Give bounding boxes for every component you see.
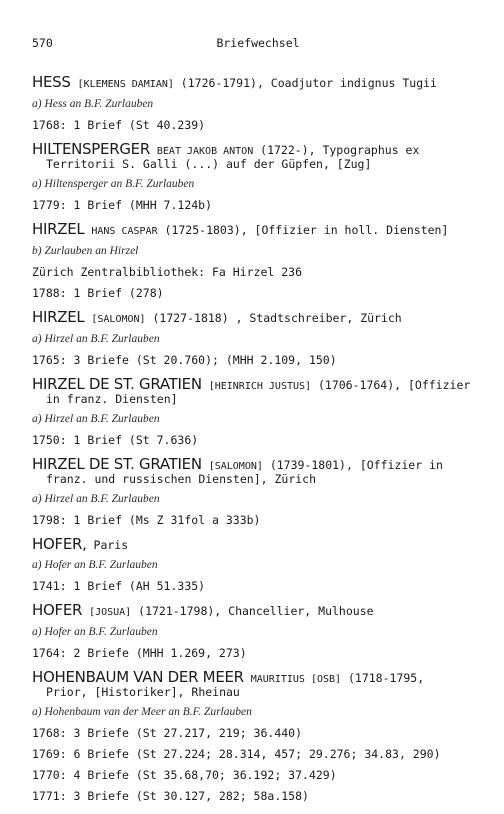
letter-record: 1798: 1 Brief (Ms Z 31fol a 333b) [32,513,261,527]
entry-heading [32,455,472,486]
letter-record: 1771: 3 Briefe (St 30.127, 282; 58a.158) [32,789,309,803]
letter-record: 1768: 1 Brief (St 40.239) [32,118,206,132]
correspondent-forename: [KLEMENS DAMIAN] [77,79,174,90]
correspondent-surname: HIRZEL [32,308,85,326]
letter-direction: a) Hirzel an B.F. Zurlauben [32,493,160,505]
correspondent-entry [32,375,472,447]
correspondent-surname: HOHENBAUM VAN DER MEER [32,668,244,686]
entry-heading [32,601,472,619]
correspondent-details: (1722-), Typographus ex Territorii S. Galli (...) auf der Güpfen, [Zug] [46,143,420,171]
running-title: Briefwechsel [216,36,300,50]
correspondent-forename: MAURITIUS [OSB] [250,674,342,685]
correspondent-entry [32,601,472,660]
entry-heading [32,220,472,238]
correspondent-forename: HANS CASPAR [91,226,158,237]
correspondent-entry [32,220,472,300]
correspondent-surname: HIRZEL DE ST. GRATIEN [32,455,202,473]
entry-heading [32,668,472,699]
entry-heading [32,140,472,171]
entry-heading [32,308,472,326]
correspondent-surname: HIRZEL [32,220,85,238]
letter-direction: a) Hirzel an B.F. Zurlauben [32,413,160,425]
letter-record: 1779: 1 Brief (MHH 7.124b) [32,198,213,212]
entry-heading [32,73,472,91]
page-header [32,36,484,52]
letter-record: 1768: 3 Briefe (St 27.217, 219; 36.440) [32,726,303,740]
letter-direction: a) Hess an B.F. Zurlauben [32,98,154,110]
correspondent-entry [32,535,472,593]
letter-record: 1750: 1 Brief (St 7.636) [32,433,199,447]
letter-direction: a) Hofer an B.F. Zurlauben [32,559,158,571]
correspondent-forename: [SALOMON] [208,461,263,472]
correspondent-entry [32,455,472,527]
letter-direction: a) Hohenbaum van der Meer an B.F. Zurlauben [32,706,252,718]
correspondent-entry [32,308,472,367]
entry-heading [32,375,472,406]
entry-heading [32,535,472,553]
correspondent-entry [32,140,472,212]
correspondent-surname: HESS [32,73,71,91]
correspondence-list [32,73,472,814]
page-number: 570 [32,36,53,50]
correspondent-surname: HOFER, [32,535,87,553]
correspondent-details: (1727-1818) , Stadtschreiber, Zürich [145,311,402,325]
letter-record: 1764: 2 Briefe (MHH 1.269, 273) [32,646,247,660]
correspondent-details: (1726-1791), Coadjutor indignus Tugii [173,76,437,90]
letter-record: 1765: 3 Briefe (St 20.760); (MHH 2.109, 150) [32,353,337,367]
correspondent-details: (1718-1795, Prior, [Historiker], Rheinau [46,671,425,699]
correspondent-surname: HILTENSPERGER [32,140,150,158]
letter-direction: a) Hiltensperger an B.F. Zurlauben [32,178,195,190]
correspondent-forename: BEAT JAKOB ANTON [156,146,254,157]
correspondent-surname: HOFER [32,601,83,619]
letter-record: 1770: 4 Briefe (St 35.68,70; 36.192; 37.429) [32,768,337,782]
letter-record: 1741: 1 Brief (AH 51.335) [32,579,206,593]
correspondent-forename: [HEINRICH JUSTUS] [208,381,312,392]
correspondent-details: (1721-1798), Chancellier, Mulhouse [131,604,374,618]
letter-direction: a) Hofer an B.F. Zurlauben [32,626,158,638]
correspondent-details: Paris [86,538,129,552]
correspondent-details: (1706-1764), [Offizier in franz. Diensten] [46,378,471,406]
letter-record: 1788: 1 Brief (278) [32,286,164,300]
letter-record: 1769: 6 Briefe (St 27.224; 28.314, 457; 29.276; 34.83, 290) [32,747,441,761]
correspondent-details: (1739-1801), [Offizier in franz. und russischen Diensten], Zürich [46,458,443,486]
correspondent-entry [32,73,472,132]
letter-record: Zürich Zentralbibliothek: Fa Hirzel 236 [32,265,303,279]
correspondent-forename: [JOSUA] [89,607,132,618]
letter-direction: a) Hirzel an B.F. Zurlauben [32,333,160,345]
correspondent-details: (1725-1803), [Offizier in holl. Diensten] [157,223,449,237]
correspondent-forename: [SALOMON] [91,314,146,325]
letter-direction: b) Zurlauben an Hirzel [32,245,139,257]
correspondent-surname: HIRZEL DE ST. GRATIEN [32,375,202,393]
correspondent-entry [32,668,472,803]
